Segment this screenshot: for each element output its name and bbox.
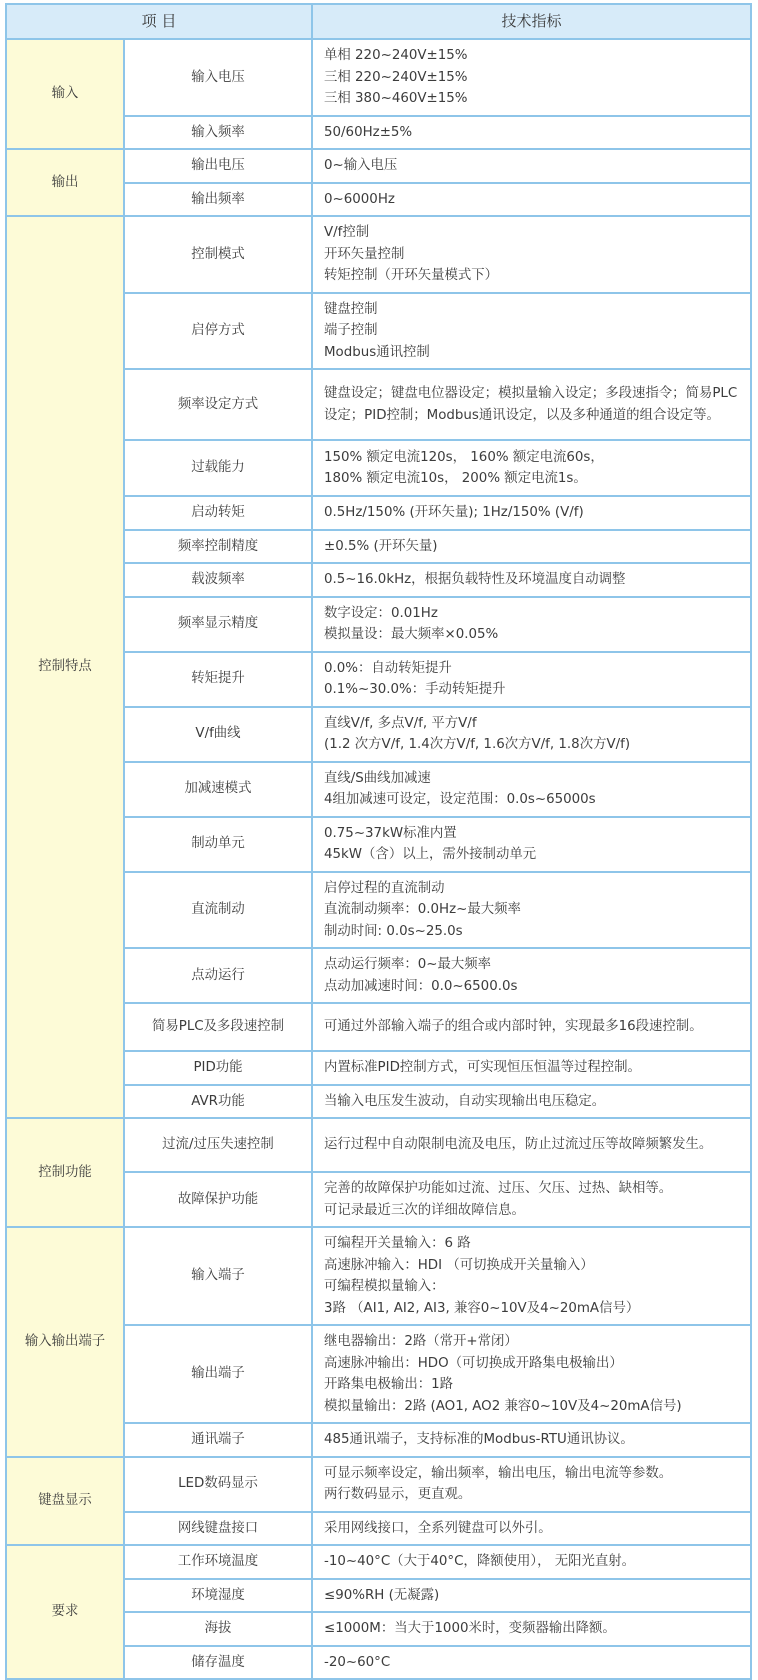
- spec-line: 键盘控制: [324, 301, 378, 317]
- item-cell: 海拔: [124, 1612, 312, 1646]
- spec-line: 高速脉冲输入：HDI （可切换成开关量输入）: [324, 1257, 594, 1273]
- spec-line: 50/60Hz±5%: [324, 124, 413, 140]
- table-row: [6, 39, 751, 116]
- item-cell: 网线键盘接口: [124, 1512, 312, 1546]
- spec-value-cell: [312, 1227, 751, 1325]
- spec-value-cell: [312, 817, 751, 872]
- spec-line: 0~6000Hz: [324, 191, 395, 207]
- spec-table-body: [6, 39, 751, 1679]
- item-cell: V/f曲线: [124, 707, 312, 762]
- spec-line: ±0.5% (开环矢量): [324, 538, 438, 554]
- spec-line: 0~输入电压: [324, 158, 398, 173]
- spec-line: 开路集电极输出：1路: [324, 1377, 454, 1392]
- spec-line: 转矩控制（开环矢量模式下）: [324, 268, 499, 283]
- item-cell: 输入频率: [124, 116, 312, 150]
- table-row: [6, 1457, 751, 1512]
- spec-line: 可编程开关量输入：6 路: [324, 1236, 471, 1251]
- spec-line: -10~40°C（大于40°C，降额使用）， 无阳光直射。: [324, 1554, 636, 1569]
- item-cell: 载波频率: [124, 563, 312, 597]
- category-cell: 输出: [6, 149, 124, 216]
- item-cell: LED数码显示: [124, 1457, 312, 1512]
- spec-value-cell: [312, 116, 751, 150]
- spec-line: 0.5~16.0kHz，根据负载特性及环境温度自动调整: [324, 572, 626, 587]
- spec-table-frame: [5, 3, 750, 1680]
- item-cell: 输出电压: [124, 149, 312, 183]
- item-cell: 输出端子: [124, 1325, 312, 1423]
- spec-value-cell: [312, 183, 751, 217]
- spec-line: 启停过程的直流制动: [324, 880, 445, 896]
- item-cell: 输入电压: [124, 39, 312, 116]
- item-cell: 环境湿度: [124, 1579, 312, 1613]
- spec-line: 3路 （AI1, AI2, AI3, 兼容0~10V及4~20mA信号）: [324, 1300, 640, 1316]
- spec-line: 0.0%：自动转矩提升: [324, 660, 452, 676]
- spec-line: (1.2 次方V/f, 1.4次方V/f, 1.6次方V/f, 1.8次方V/f): [324, 737, 631, 752]
- item-cell: 输出频率: [124, 183, 312, 217]
- item-cell: 通讯端子: [124, 1423, 312, 1457]
- spec-line: 直线/S曲线加减速: [324, 770, 431, 786]
- spec-value-cell: [312, 39, 751, 116]
- spec-value-cell: [312, 1003, 751, 1051]
- spec-value-cell: [312, 707, 751, 762]
- item-cell: 工作环境温度: [124, 1545, 312, 1579]
- spec-value-cell: [312, 149, 751, 183]
- item-cell: 点动运行: [124, 948, 312, 1003]
- spec-value-cell: [312, 1172, 751, 1227]
- spec-value-cell: [312, 563, 751, 597]
- table-row: [6, 1227, 751, 1325]
- spec-line: 直线V/f, 多点V/f, 平方V/f: [324, 715, 477, 731]
- spec-value-cell: [312, 948, 751, 1003]
- item-cell: 制动单元: [124, 817, 312, 872]
- item-cell: 频率控制精度: [124, 530, 312, 564]
- item-cell: 频率设定方式: [124, 369, 312, 440]
- spec-line: Modbus通讯控制: [324, 344, 430, 360]
- spec-line: 当输入电压发生波动，自动实现输出电压稳定。: [324, 1093, 606, 1109]
- spec-line: 三相 380~460V±15%: [324, 91, 468, 106]
- spec-line: 制动时间: 0.0s~25.0s: [324, 923, 463, 939]
- spec-line: 继电器输出：2路（常开+常闭）: [324, 1334, 518, 1349]
- spec-line: 高速脉冲输出：HDO（可切换成开路集电极输出）: [324, 1355, 623, 1371]
- spec-value-cell: [312, 293, 751, 370]
- header-spec: 技术指标: [312, 4, 751, 39]
- spec-line: 单相 220~240V±15%: [324, 48, 468, 63]
- spec-line: 模拟量输出：2路 (AO1, AO2 兼容0~10V及4~20mA信号): [324, 1398, 682, 1414]
- table-row: [6, 1118, 751, 1172]
- spec-line: 485通讯端子，支持标准的Modbus-RTU通讯协议。: [324, 1432, 634, 1447]
- spec-value-cell: [312, 597, 751, 652]
- item-cell: 启停方式: [124, 293, 312, 370]
- item-cell: 频率显示精度: [124, 597, 312, 652]
- spec-table: [5, 3, 752, 1680]
- spec-value-cell: [312, 1457, 751, 1512]
- spec-line: 4组加减速可设定，设定范围：0.0s~65000s: [324, 792, 596, 807]
- spec-value-cell: [312, 1646, 751, 1680]
- spec-line: 内置标准PID控制方式，可实现恒压恒温等过程控制。: [324, 1060, 641, 1075]
- spec-line: 可编程模拟量输入：: [324, 1279, 445, 1294]
- spec-line: ≤1000M：当大于1000米时，变频器输出降额。: [324, 1621, 616, 1636]
- item-cell: 过流/过压失速控制: [124, 1118, 312, 1172]
- table-row: [6, 149, 751, 183]
- spec-value-cell: [312, 1085, 751, 1119]
- spec-value-cell: [312, 872, 751, 949]
- category-cell: 输入: [6, 39, 124, 149]
- item-cell: 储存温度: [124, 1646, 312, 1680]
- item-cell: 加减速模式: [124, 762, 312, 817]
- spec-value-cell: [312, 530, 751, 564]
- spec-line: 开环矢量控制: [324, 246, 405, 262]
- item-cell: 转矩提升: [124, 652, 312, 707]
- spec-line: 三相 220~240V±15%: [324, 69, 468, 85]
- spec-line: 两行数码显示，更直观。: [324, 1487, 472, 1502]
- spec-value-cell: [312, 1118, 751, 1172]
- category-cell: 键盘显示: [6, 1457, 124, 1546]
- spec-line: 可记录最近三次的详细故障信息。: [324, 1202, 525, 1218]
- spec-line: 数字设定：0.01Hz: [324, 605, 438, 621]
- spec-line: ≤90%RH (无凝露): [324, 1587, 440, 1603]
- category-cell: 输入输出端子: [6, 1227, 124, 1457]
- spec-value-cell: [312, 1512, 751, 1546]
- category-cell: 控制特点: [6, 216, 124, 1118]
- item-cell: 启动转矩: [124, 496, 312, 530]
- spec-line: 直流制动频率：0.0Hz~最大频率: [324, 902, 521, 917]
- item-cell: 过载能力: [124, 440, 312, 496]
- table-row: [6, 216, 751, 293]
- spec-value-cell: [312, 216, 751, 293]
- table-row: [6, 1545, 751, 1579]
- spec-value-cell: [312, 440, 751, 496]
- spec-line: 150% 额定电流120s， 160% 额定电流60s，: [324, 449, 604, 465]
- spec-line: V/f控制: [324, 225, 370, 240]
- spec-line: 0.75~37kW标准内置: [324, 825, 457, 841]
- spec-value-cell: [312, 652, 751, 707]
- category-cell: 要求: [6, 1545, 124, 1679]
- spec-line: 45kW（含）以上，需外接制动单元: [324, 847, 537, 862]
- spec-value-cell: [312, 1051, 751, 1085]
- spec-value-cell: [312, 1423, 751, 1457]
- spec-line: 可显示频率设定，输出频率，输出电压，输出电流等参数。: [324, 1465, 673, 1481]
- spec-line: 0.1%~30.0%：手动转矩提升: [324, 682, 506, 697]
- spec-line: 模拟量设：最大频率×0.05%: [324, 627, 499, 642]
- spec-line: 端子控制: [324, 323, 378, 338]
- spec-value-cell: [312, 1612, 751, 1646]
- item-cell: PID功能: [124, 1051, 312, 1085]
- spec-value-cell: [312, 496, 751, 530]
- spec-value-cell: [312, 1545, 751, 1579]
- spec-line: 键盘设定；键盘电位器设定；模拟量输入设定；多段速指令；简易PLC设定；PID控制；Modbus通讯设定，以及多种通道的组合设定等。: [324, 386, 738, 423]
- spec-line: 可通过外部输入端子的组合或内部时钟，实现最多16段速控制。: [324, 1019, 703, 1035]
- category-cell: 控制功能: [6, 1118, 124, 1227]
- spec-line: 点动加减速时间：0.0~6500.0s: [324, 978, 518, 994]
- spec-value-cell: [312, 1325, 751, 1423]
- item-cell: 直流制动: [124, 872, 312, 949]
- header-row: [6, 4, 751, 39]
- spec-line: 180% 额定电流10s， 200% 额定电流1s。: [324, 471, 587, 486]
- spec-line: 点动运行频率：0~最大频率: [324, 957, 492, 972]
- header-item: 项 目: [6, 4, 312, 39]
- item-cell: 输入端子: [124, 1227, 312, 1325]
- item-cell: AVR功能: [124, 1085, 312, 1119]
- spec-value-cell: [312, 369, 751, 440]
- spec-line: 运行过程中自动限制电流及电压，防止过流过压等故障频繁发生。: [324, 1137, 713, 1153]
- spec-line: 0.5Hz/150% (开环矢量); 1Hz/150% (V/f): [324, 505, 584, 520]
- spec-line: -20~60°C: [324, 1654, 391, 1670]
- item-cell: 故障保护功能: [124, 1172, 312, 1227]
- spec-value-cell: [312, 762, 751, 817]
- spec-line: 采用网线接口，全系列键盘可以外引。: [324, 1520, 552, 1536]
- item-cell: 简易PLC及多段速控制: [124, 1003, 312, 1051]
- item-cell: 控制模式: [124, 216, 312, 293]
- spec-value-cell: [312, 1579, 751, 1613]
- spec-line: 完善的故障保护功能如过流、过压、欠压、过热、缺相等。: [324, 1181, 673, 1196]
